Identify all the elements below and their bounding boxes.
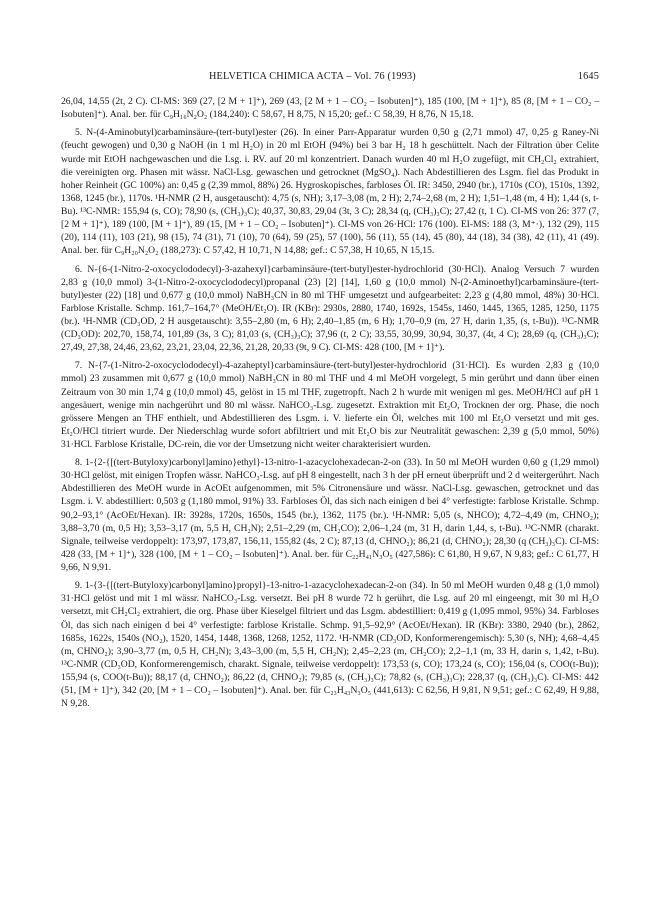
paragraph-experiment-9: 9. 1-{3-{[(tert-Butyloxy)carbonyl]amino}propyl}-13-nitro-1-azacyclohexadecan-2-on (34). In 50 ml MeOH wurden 0,48 g (1,0 mmol) 31·HCl gelöst und mit 1 ml wässr. NaHCO₃-Lsg. versetzt. Bei pH 8 wurde 72 h gerührt, die Lsg. auf 20 ml eingeengt, mit 30 ml H₂O versetzt, mit CH₂Cl₂ extrahiert, die org. Phase über Kieselgel filtriert und das Lsgm. abdestilliert: 0,419 g (1,095 mmol, 95%) 34. Farbloses Öl, das sich nach einigen d bei 4° verfestigte: farblose Kristalle. Schmp. 91,5–92,9° (AcOEt/Hexan). IR (KBr): 3380, 2940 (br.), 2862, 1685s, 1622s, 1540s (NO₂), 1520, 1454, 1448, 1368, 1268, 1252, 1172. ¹H-NMR (CD₃OD, Konformerengemisch): 5,30 (s, NH); 4,68–4,45 (m, CHNO₂); 3,90–3,77 (m, 0,5 H, CH₂N); 3,43–3,00 (m, 5,5 H, CH₂N); 2,45–2,23 (m, CH₂CO); 2,2–1,1 (m, 33 H, darin s, 1,42, t-Bu). ¹³C-NMR (CD₃OD, Konformerengemisch, charakt. Signale, teilweise verdoppelt): 173,53 (s, CO); 173,24 (s, CO); 156,04 (s, COO(t-Bu)); 155,94 (s, COO(t-Bu)); 88,17 (d, CHNO₂); 86,22 (d, CHNO₂); 79,85 (s, (CH₃)₃C); 78,82 (s, (CH₃)₃C); 228,37 (q, (CH₃)₃C). CI-MS: 442 (51, [M + 1]⁺), 342 (20, [M + 1 – CO₂ – Isobuten]⁺). Anal. ber. für C₂₃H₄₃N₃O₅ (441,613): C 62,56, H 9,81, N 9,51; gef.: C 62,49, H 9,88, N 9,28. (61, 580, 599, 710)
paragraph-continuation: 26,04, 14,55 (2t, 2 C). CI-MS: 369 (27, [2 M + 1]⁺), 269 (43, [2 M + 1 – CO₂ – Isobuten]⁺), 185 (100, [M + 1]⁺), 85 (8, [M + 1 – CO₂ – Isobuten]⁺). Anal. ber. für C₉H₁₆N₂O₂ (184,240): C 58,67, H 8,75, N 15,20; gef.: C 58,39, H 8,76, N 15,18. (61, 96, 599, 121)
paragraph-experiment-7: 7. N-{7-(1-Nitro-2-oxocyclododecyl)-4-azaheptyl}carbaminsäure-(tert-butyl)ester-hydrochlorid (31·HCl). Es wurden 2,83 g (10,0 mmol) 23 zusammen mit 0,677 g (10,0 mmol) NaBH₃CN in 80 ml THF und 4 ml MeOH vorgelegt, 5 min gerührt und dann über einen Zeitraum von 30 min 1,74 g (10,0 mmol) 45, gelöst in 15 ml THF, zugetropft. Nach 2 h wurde mit wenigen ml ges. MeOH/HCl auf pH 1 angesäuert, wenige min nachgerührt und 80 ml wässr. NaHCO₃-Lsg. zugesetzt. Extraktion mit Et₂O, Trocknen der org. Phase, die noch grössere Mengen an THF enthielt, und Abdestillieren des Lsgm. i. V. lieferte ein Öl, welches mit 100 ml Et₂O versetzt und mit ges. Et₂O/HCl titriert wurde. Der Niederschlag wurde sofort abfiltriert und mit Et₂O bis zur Neutralität gewaschen: 2,39 g (5,0 mmol, 50%) 31·HCl. Farblose Kristalle, DC-rein, die vor der Umsetzung nicht weiter charakterisiert wurden. (61, 360, 599, 450)
article-body (61, 95, 599, 710)
journal-title: HELVETICA CHIMICA ACTA – Vol. 76 (1993) (209, 71, 416, 82)
paragraph-experiment-6: 6. N-{6-(1-Nitro-2-oxocyclododecyl)-3-azahexyl}carbaminsäure-(tert-butyl)ester-hydrochlorid (30·HCl). Analog Versuch 7 wurden 2,83 g (10,0 mmol) 3-(1-Nitro-2-oxocyclododecyl)propanal (23) [2] [14], 1,60 g (10,0 mmol) N-(2-Aminoethyl)carbaminsäure-(tert-butyl)ester (22) [18] und 0,677 g (10,0 mmol) NaBH₃CN in 80 ml THF umgesetzt und aufgearbeitet: 2,23 g (4,80 mmol, 48%) 30·HCl. Farblose Kristalle. Schmp. 161,7–164,7° (MeOH/Et₂O). IR (KBr): 2930s, 2880, 1740, 1692s, 1545s, 1460, 1445, 1365, 1285, 1250, 1175 (br.). ¹H-NMR (CD₃OD, 2 H ausgetauscht): 3,55–2,80 (m, 6 H); 2,40–1,85 (m, 6 H); 1,70–0,9 (m, 27 H, darin 1,35, (s, t-Bu)). ¹³C-NMR (CD₃OD): 202,70, 158,74, 101,89 (3s, 3 C); 81,03 (s, (CH₃)₃C); 37,96 (t, 2 C); 33,55, 30,99, 30,94, 30,37, (4t, 4 C); 28,69 (q, (CH₃)₃C); 27,49, 27,38, 24,46, 23,62, 23,21, 23,04, 22,36, 21,28, 20,33 (9t, 9 C). CI-MS: 428 (100, [M + 1]⁺). (61, 263, 599, 354)
page-number: 1645 (577, 71, 599, 82)
paragraph-experiment-8: 8. 1-{2-{[(tert-Butyloxy)carbonyl]amino}ethyl}-13-nitro-1-azacyclohexadecan-2-on (33). In 50 ml MeOH wurden 0,60 g (1,29 mmol) 30·HCl gelöst, mit einigen Tropfen wässr. NaHCO₃-Lsg. auf pH 8 eingestellt, nach 3 h der pH erneut überprüft und 2 d weitergerührt. Nach Abdestillieren des MeOH wurde in AcOEt aufgenommen, mit 5% Citronensäure und wässr. NaCl-Lsg. gewaschen, getrocknet und das Lsgm. i. V. abdestilliert: 0,503 g (1,180 mmol, 91%) 33. Farbloses Öl, das sich nach einigen d bei 4° verfestigte: farblose Kristalle. Schmp. 90,2–93,1° (AcOEt/Hexan). IR: 3928s, 1720s, 1650s, 1545 (br.), 1362, 1175 (br.). ¹H-NMR: 5,05 (s, NHCO); 4,72–4,49 (m, CHNO₂); 3,88–3,70 (m, 0,5 H); 3,53–3,17 (m, 5,5 H, CH₂N); 2,51–2,29 (m, CH₂CO); 2,06–1,24 (m, 31 H, darin 1,44, s, t-Bu). ¹³C-NMR (charakt. Signale, teilweise verdoppelt): 173,97, 173,87, 156,11, 155,82 (4s, 2 C); 87,13 (d, CHNO₂); 86,21 (d, CHNO₂); 28,30 (q (CH₃)₃C). CI-MS: 428 (33, [M + 1]⁺), 328 (100, [M + 1 – CO₂ – Isobuten]⁺). Anal. ber. für C₂₂H₄₁N₃O₅ (427,586): C 61,80, H 9,67, N 9,83; gef.: C 61,77, H 9,66, N 9,91. (61, 457, 599, 573)
paragraph-experiment-5: 5. N-(4-Aminobutyl)carbaminsäure-(tert-butyl)ester (26). In einer Parr-Apparatur wurden 0,50 g (2,71 mmol) 47, 0,25 g Raney-Ni (feucht gewogen) und 0,30 g NaOH (in 1 ml H₂O) in 20 ml EtOH (94%) bei 3 bar H₂ 18 h geschüttelt. Nach der Filtration über Celite wurde mit EtOH nachgewaschen und die Lsg. i. RV. auf 20 ml konzentriert. Danach wurden 40 ml H₂O zugefügt, mit CH₂Cl₂ extrahiert, die vereinigten org. Phasen mit wässr. NaCl-Lsg. gewaschen und getrocknet (MgSO₄). Nach Abdestillieren des Lsgm. fiel das Produkt in hoher Reinheit (GC 100%) an: 0,45 g (2,39 mmol, 88%) 26. Hygroskopisches, farbloses Öl. IR: 3450, 2940 (br.), 1710s (CO), 1510s, 1392, 1368, 1245 (br.), 1170s. ¹H-NMR (2 H, ausgetauscht): 4,75 (s, NH); 3,17–3,08 (m, 2 H); 2,74–2,68 (m, 2 H); 1,51–1,48 (m, 4 H); 1,44 (s, t-Bu). ¹³C-NMR: 155,94 (s, CO); 78,90 (s, (CH₃)₃C); 40,37, 30,83, 29,04 (3t, 3 C); 28,34 (q, (CH₃)₃C); 27,42 (t, 1 C). CI-MS von 26: 377 (7, [2 M + 1]⁺), 189 (100, [M + 1]⁺), 89 (15, [M + 1 – CO₂ – Isobuten]⁺). CI-MS von 26·HCl: 176 (100). EI-MS: 188 (3, M⁺·), 132 (29), 115 (20), 114 (11), 103 (21), 98 (15), 74 (31), 71 (10), 70 (64), 59 (25), 57 (100), 56 (11), 55 (14), 45 (80), 44 (18), 34 (38), 42 (11), 41 (49). Anal. ber. für C₉H₂₀N₂O₂ (188,273): C 57,42, H 10,71, N 14,88; gef.: C 57,38, H 10,65, N 15,15. (61, 127, 599, 257)
running-header (61, 71, 599, 85)
